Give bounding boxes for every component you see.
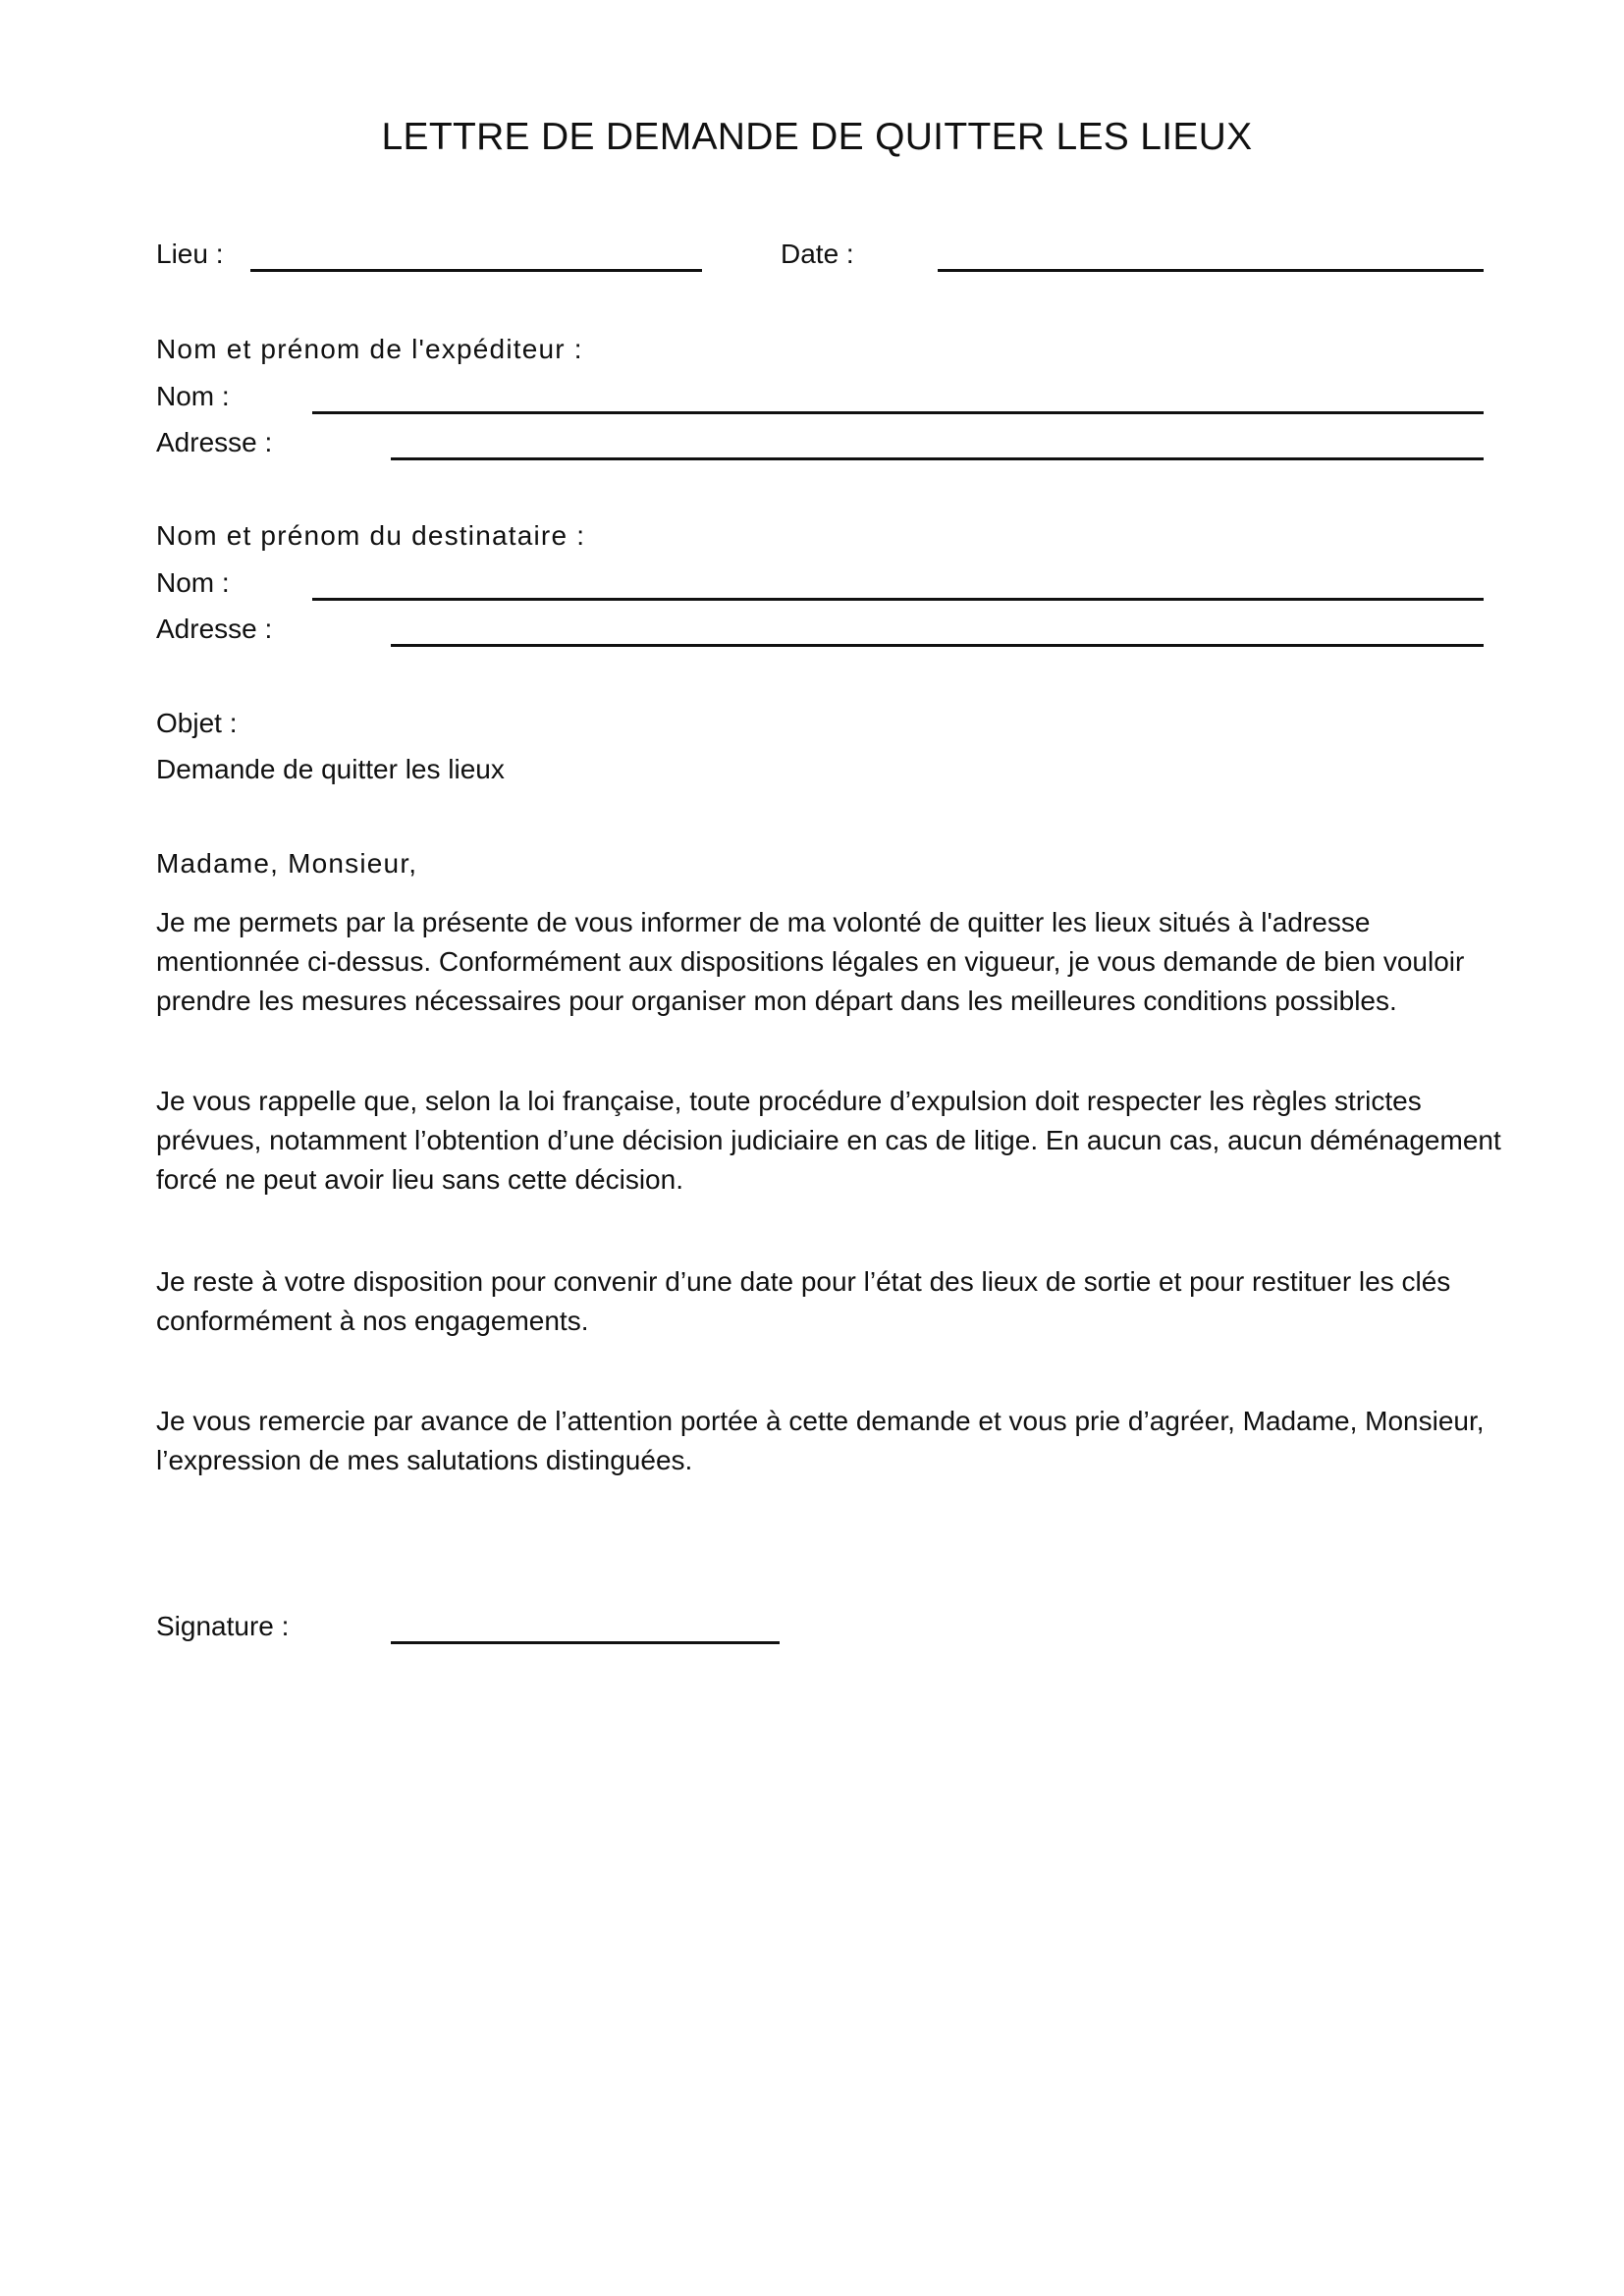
subject-text: Demande de quitter les lieux [156, 754, 505, 784]
body-paragraph-2: Je vous rappelle que, selon la loi française, toute procédure d’expulsion doit respecter les règles strictes prévues, notamment l’obtention d’une décision judiciaire en cas de litige. En aucun cas, aucun déménagement forcé ne peut avoir lieu sans cette décision. [156, 1086, 1501, 1195]
salutation: Madame, Monsieur, [156, 848, 418, 879]
lieu-label: Lieu : [156, 239, 224, 269]
body-paragraph-3: Je reste à votre disposition pour convenir d’une date pour l’état des lieux de sortie et pour restituer les clés conformément à nos engagements. [156, 1266, 1451, 1336]
recipient-nom-field-line[interactable] [312, 598, 1484, 601]
date-field-line[interactable] [938, 269, 1484, 272]
signature-field-line[interactable] [391, 1641, 780, 1644]
body-paragraph-4: Je vous remercie par avance de l’attention portée à cette demande et vous prie d’agréer, Madame, Monsieur, l’expression de mes salutations distinguées. [156, 1406, 1485, 1475]
recipient-nom-label: Nom : [156, 567, 230, 598]
recipient-adresse-field-line[interactable] [391, 644, 1484, 647]
sender-adresse-label: Adresse : [156, 427, 273, 457]
sender-nom-field-line[interactable] [312, 411, 1484, 414]
sender-adresse-field-line[interactable] [391, 457, 1484, 460]
body-paragraph-1: Je me permets par la présente de vous informer de ma volonté de quitter les lieux situés à l'adresse mentionnée ci-dessus. Conformément aux dispositions légales en vigueur, je vous demande de bien vouloir prendre les mesures nécessaires pour organiser mon départ dans les meilleures conditions possibles. [156, 907, 1465, 1016]
date-label: Date : [781, 239, 854, 269]
recipient-adresse-label: Adresse : [156, 614, 273, 644]
signature-label: Signature : [156, 1611, 290, 1641]
lieu-field-line[interactable] [250, 269, 702, 272]
recipient-heading: Nom et prénom du destinataire : [156, 520, 586, 551]
sender-heading: Nom et prénom de l'expéditeur : [156, 334, 583, 364]
subject-label: Objet : [156, 708, 238, 738]
sender-nom-label: Nom : [156, 381, 230, 411]
document-title: LETTRE DE DEMANDE DE QUITTER LES LIEUX [381, 116, 1253, 158]
